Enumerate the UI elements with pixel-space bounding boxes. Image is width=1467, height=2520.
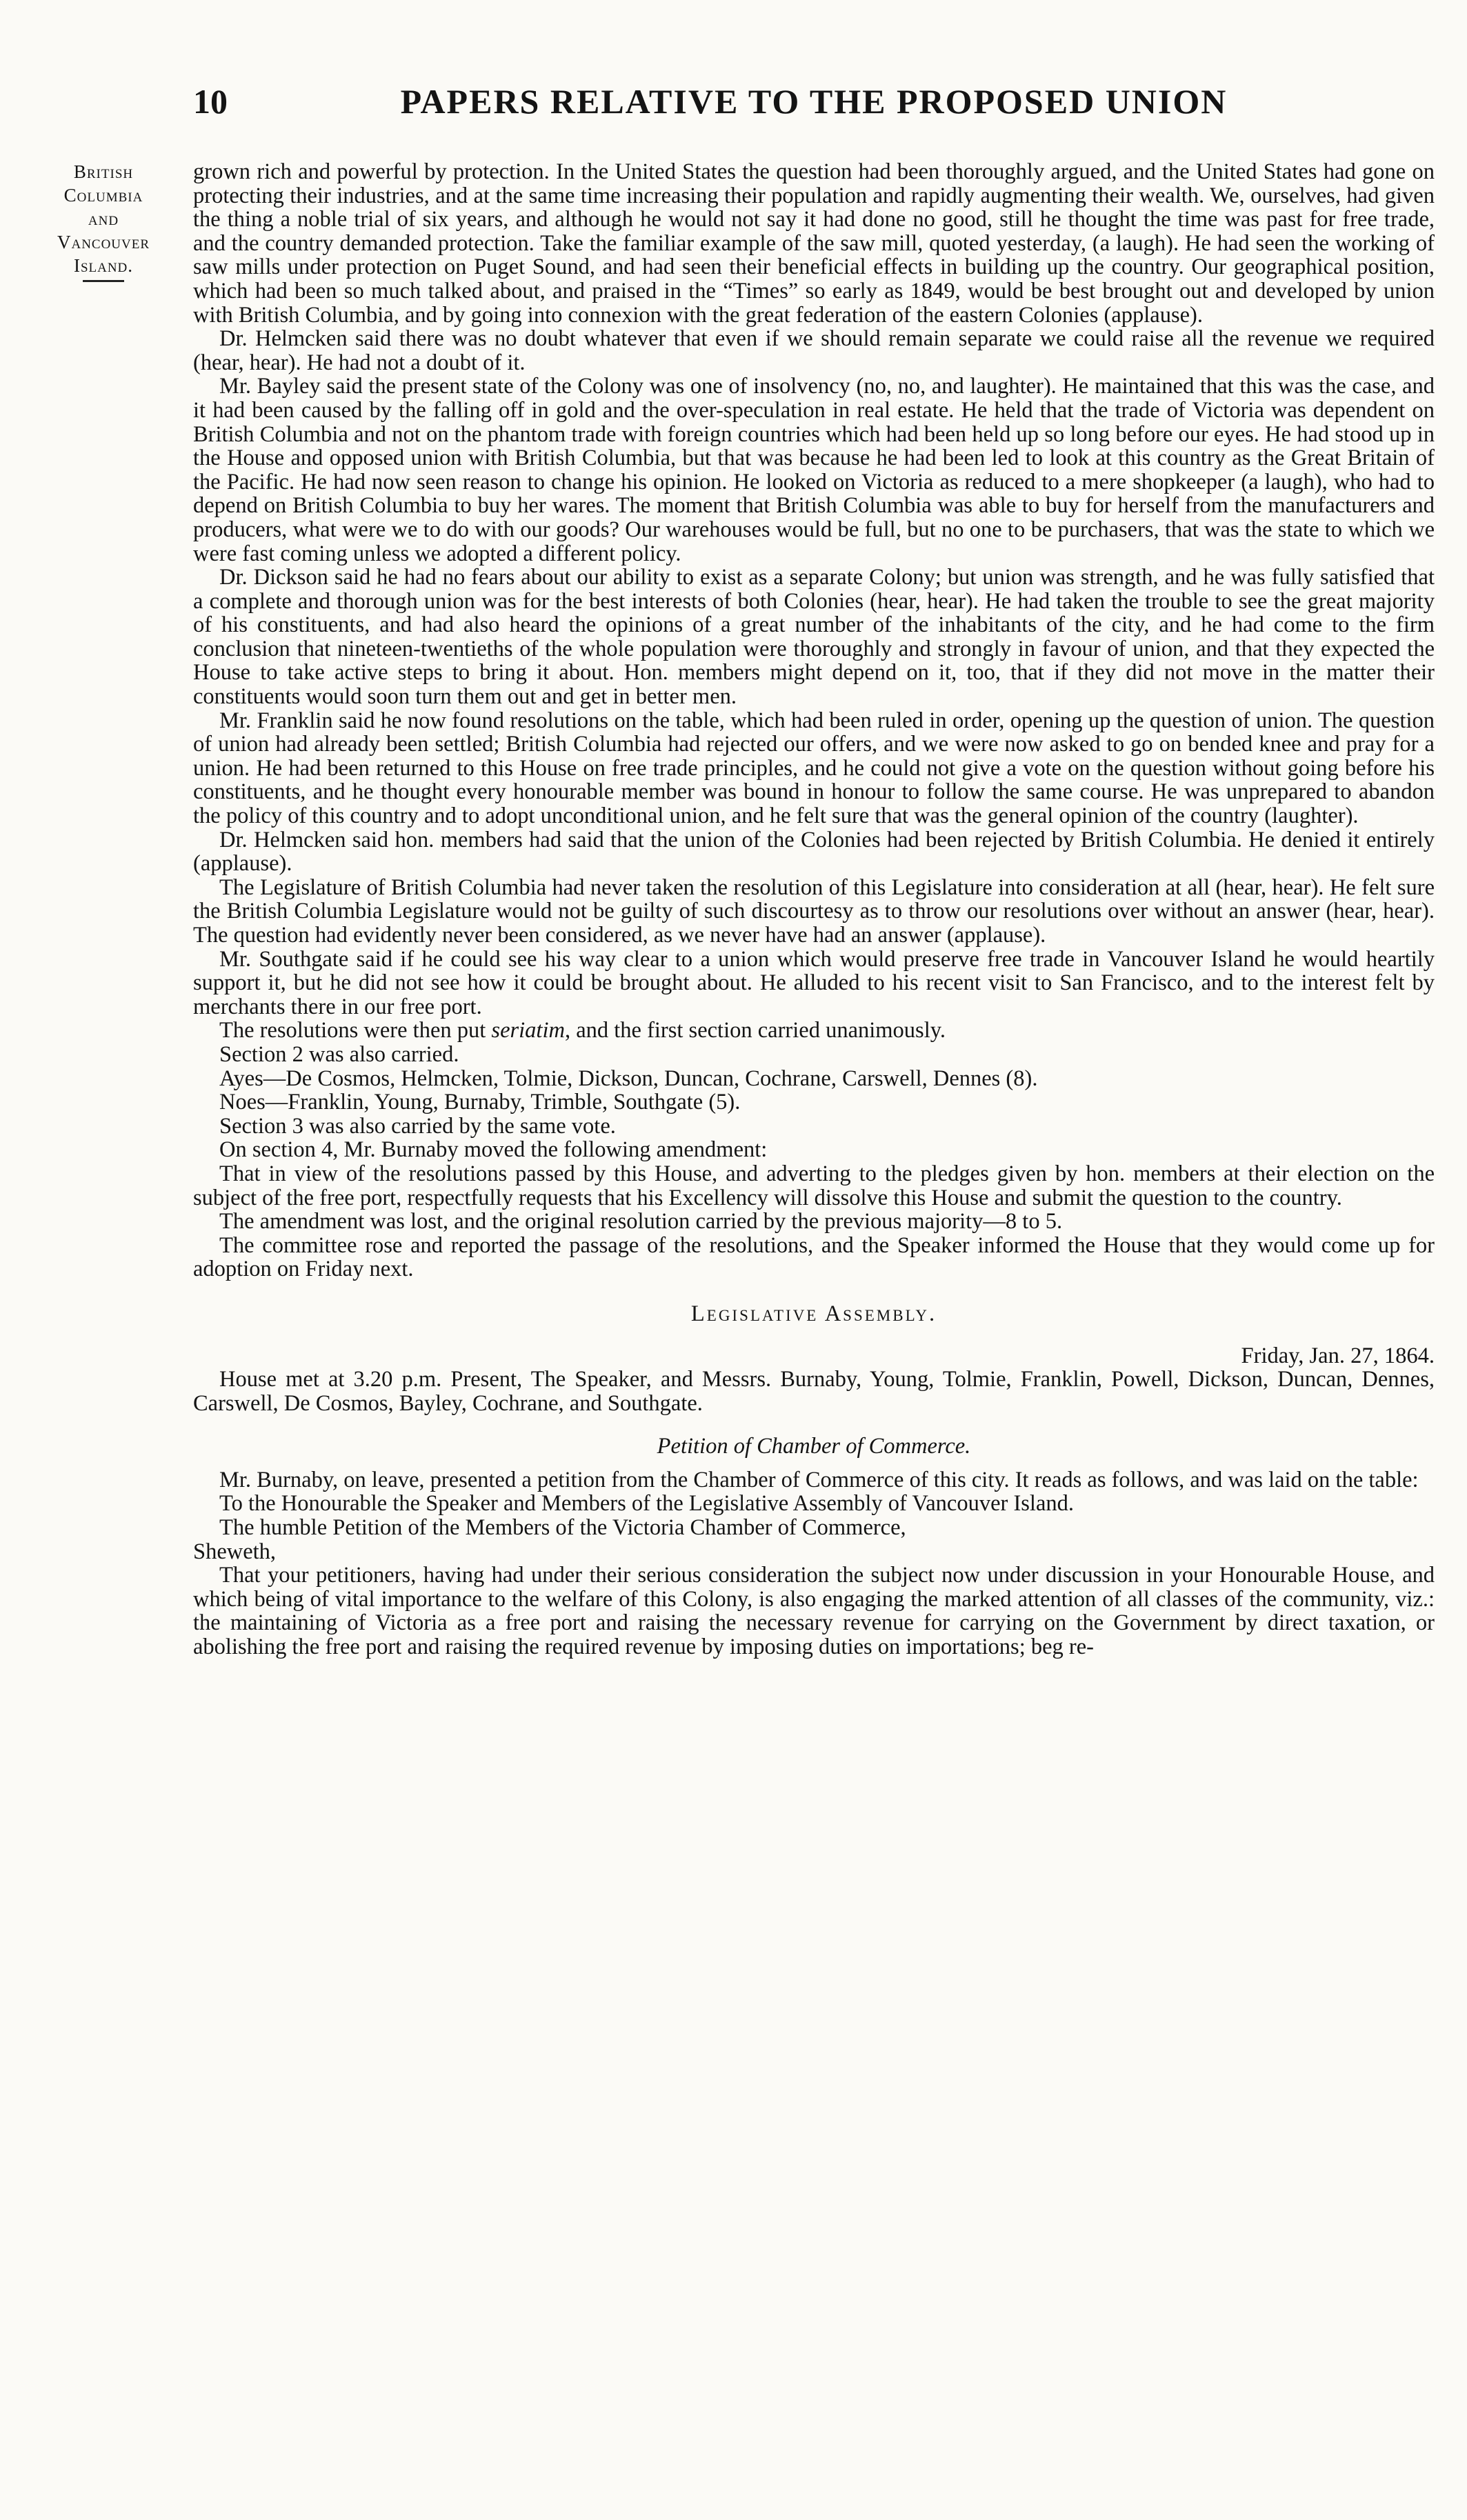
- paragraph: Section 2 was also carried.: [219, 1041, 459, 1067]
- petition-humble: The humble Petition of the Members of the Victoria Chamber of Commerce,: [219, 1515, 906, 1541]
- paragraph: On section 4, Mr. Burnaby moved the following amendment:: [219, 1137, 768, 1163]
- margin-note: [28, 160, 179, 282]
- dateline: Friday, Jan. 27, 1864.: [1241, 1343, 1435, 1368]
- margin-note-line: British: [73, 161, 134, 182]
- page-number: 10: [193, 82, 228, 121]
- paragraph: That in view of the resolutions passed by this House, and adverting to the pledges given by hon. members at their election on the subject of the free port, respectfully requests that his Excellency will dissolve this House and submit the question to the country.: [193, 1161, 1435, 1210]
- paragraph: Ayes—De Cosmos, Helmcken, Tolmie, Dickson, Duncan, Cochrane, Carswell, Dennes (8).: [219, 1066, 1038, 1091]
- petition-sheweth: Sheweth,: [193, 1539, 277, 1564]
- paragraph: Noes—Franklin, Young, Burnaby, Trimble, Southgate (5).: [219, 1090, 741, 1115]
- paragraph: Dr. Helmcken said hon. members had said that the union of the Colonies had been rejected by British Columbia. He denied it entirely (applause).: [193, 827, 1435, 877]
- paragraph: Mr. Bayley said the present state of the Colony was one of insolvency (no, no, and laughter). He maintained that this was the case, and it had been caused by the falling off in gold and the over-speculation in real estate. He held that the trade of Victoria was dependent on British Columbia and not on the phantom trade with foreign countries which had been held up so long before our eyes. He had stood up in the House and opposed union with British Columbia, but that was because he had been led to look at this country as the Great Britain of the Pacific. He had now seen reason to change his opinion. He looked on Victoria as reduced to a mere shopkeeper (a laugh), who had to depend on British Columbia to buy her wares. The moment that British Columbia was able to buy for herself from the manufacturers and producers, what were we to do with our goods? Our warehouses would be full, but no one to be purchasers, that was the state to which we were fast coming unless we adopted a different policy.: [193, 374, 1435, 566]
- running-title: PAPERS RELATIVE TO THE PROPOSED UNION: [400, 82, 1228, 121]
- section-heading: Legislative Assembly.: [690, 1301, 937, 1326]
- paragraph: [193, 1019, 1435, 1043]
- margin-note-line: Island.: [73, 255, 134, 276]
- subheading: Petition of Chamber of Commerce.: [657, 1434, 971, 1459]
- margin-note-rule: [83, 280, 124, 282]
- petition-intro: Mr. Burnaby, on leave, presented a petition from the Chamber of Commerce of this city. It reads as follows, and was laid on the table:: [219, 1467, 1419, 1492]
- margin-note-line: and: [88, 208, 119, 229]
- attendance: House met at 3.20 p.m. Present, The Speaker, and Messrs. Burnaby, Young, Tolmie, Franklin, Powell, Dickson, Duncan, Dennes, Carswell, De Cosmos, Bayley, Cochrane, and Southgate.: [193, 1367, 1435, 1416]
- paragraph-text: , and the first section carried unanimously.: [564, 1018, 946, 1043]
- margin-note-line: Columbia: [63, 185, 143, 206]
- paragraph-text: The resolutions were then put: [219, 1018, 492, 1043]
- margin-note-line: Vancouver: [57, 232, 150, 252]
- paragraph: Dr. Helmcken said there was no doubt whatever that even if we should remain separate we could raise all the revenue we required (hear, hear). He had not a doubt of it.: [193, 326, 1435, 375]
- latin-term: seriatim: [491, 1018, 565, 1043]
- body-text: [193, 160, 1435, 1659]
- petition-body: That your petitioners, having had under their serious consideration the subject now under discussion in your Honourable House, and which being of vital importance to the welfare of this Colony, is also engaging the marked attention of all classes of the community, viz.: the maintaining of Victoria as a free port and raising the necessary revenue for carrying on the Government by direct taxation, or abolishing the free port and raising the required revenue by imposing duties on importations; beg re-: [193, 1563, 1435, 1660]
- paragraph: Mr. Southgate said if he could see his way clear to a union which would preserve free trade in Vancouver Island he would heartily support it, but he did not see how it could be brought about. He alluded to his recent visit to San Francisco, and to the interest felt by merchants there in our free port.: [193, 946, 1435, 1019]
- paragraph: The committee rose and reported the passage of the resolutions, and the Speaker informed the House that they would come up for adoption on Friday next.: [193, 1232, 1435, 1282]
- page-header: [193, 81, 1435, 137]
- paragraph: The Legislature of British Columbia had never taken the resolution of this Legislature into consideration at all (hear, hear). He felt sure the British Columbia Legislature would not be guilty of such discourtesy as to throw our resolutions over without an answer (hear, hear). The question had evidently never been considered, as we never have had an answer (applause).: [193, 874, 1435, 948]
- petition-address: To the Honourable the Speaker and Members of the Legislative Assembly of Vancouver Island.: [219, 1491, 1075, 1517]
- paragraph: The amendment was lost, and the original resolution carried by the previous majority—8 to 5.: [219, 1209, 1063, 1234]
- paragraph: Dr. Dickson said he had no fears about our ability to exist as a separate Colony; but union was strength, and he was fully satisfied that a complete and thorough union was for the best interests of both Colonies (hear, hear). He had taken the trouble to see the great majority of his constituents, and had also heard the opinions of a great number of the inhabitants of the city, and he had come to the firm conclusion that nineteen-twentieths of the whole population were thoroughly and strongly in favour of union, and that they expected the House to take active steps to bring it about. Hon. members might depend on it, too, that if they did not move in the matter their constituents would soon turn them out and get in better men.: [193, 565, 1435, 710]
- paragraph: Mr. Franklin said he now found resolutions on the table, which had been ruled in order, opening up the question of union. The question of union had already been settled; British Columbia had rejected our offers, and we were now asked to go on bended knee and pray for a union. He had been returned to this House on free trade principles, and he could not give a vote on the question without going before his constituents, and he thought every honourable member was bound in honour to follow the same course. He was unprepared to abandon the policy of this country and to adopt unconditional union, and he felt sure that was the general opinion of the country (laughter).: [193, 708, 1435, 829]
- paragraph: Section 3 was also carried by the same vote.: [219, 1113, 616, 1139]
- paragraph: grown rich and powerful by protection. In the United States the question had been thoroughly argued, and the United States had gone on protecting their industries, and at the same time increasing their population and rapidly augmenting their wealth. We, ourselves, had given the thing a noble trial of six years, and although he would not say it had done no good, still he thought the time was past for free trade, and the country demanded protection. Take the familiar example of the saw mill, quoted yesterday, (a laugh). He had seen the working of saw mills under protection on Puget Sound, and had seen their beneficial effects in building up the country. Our geographical position, which had been so much talked about, and praised in the “Times” so early as 1849, would be best brought out and developed by union with British Columbia, and by going into connexion with the great federation of the eastern Colonies (applause).: [193, 159, 1435, 328]
